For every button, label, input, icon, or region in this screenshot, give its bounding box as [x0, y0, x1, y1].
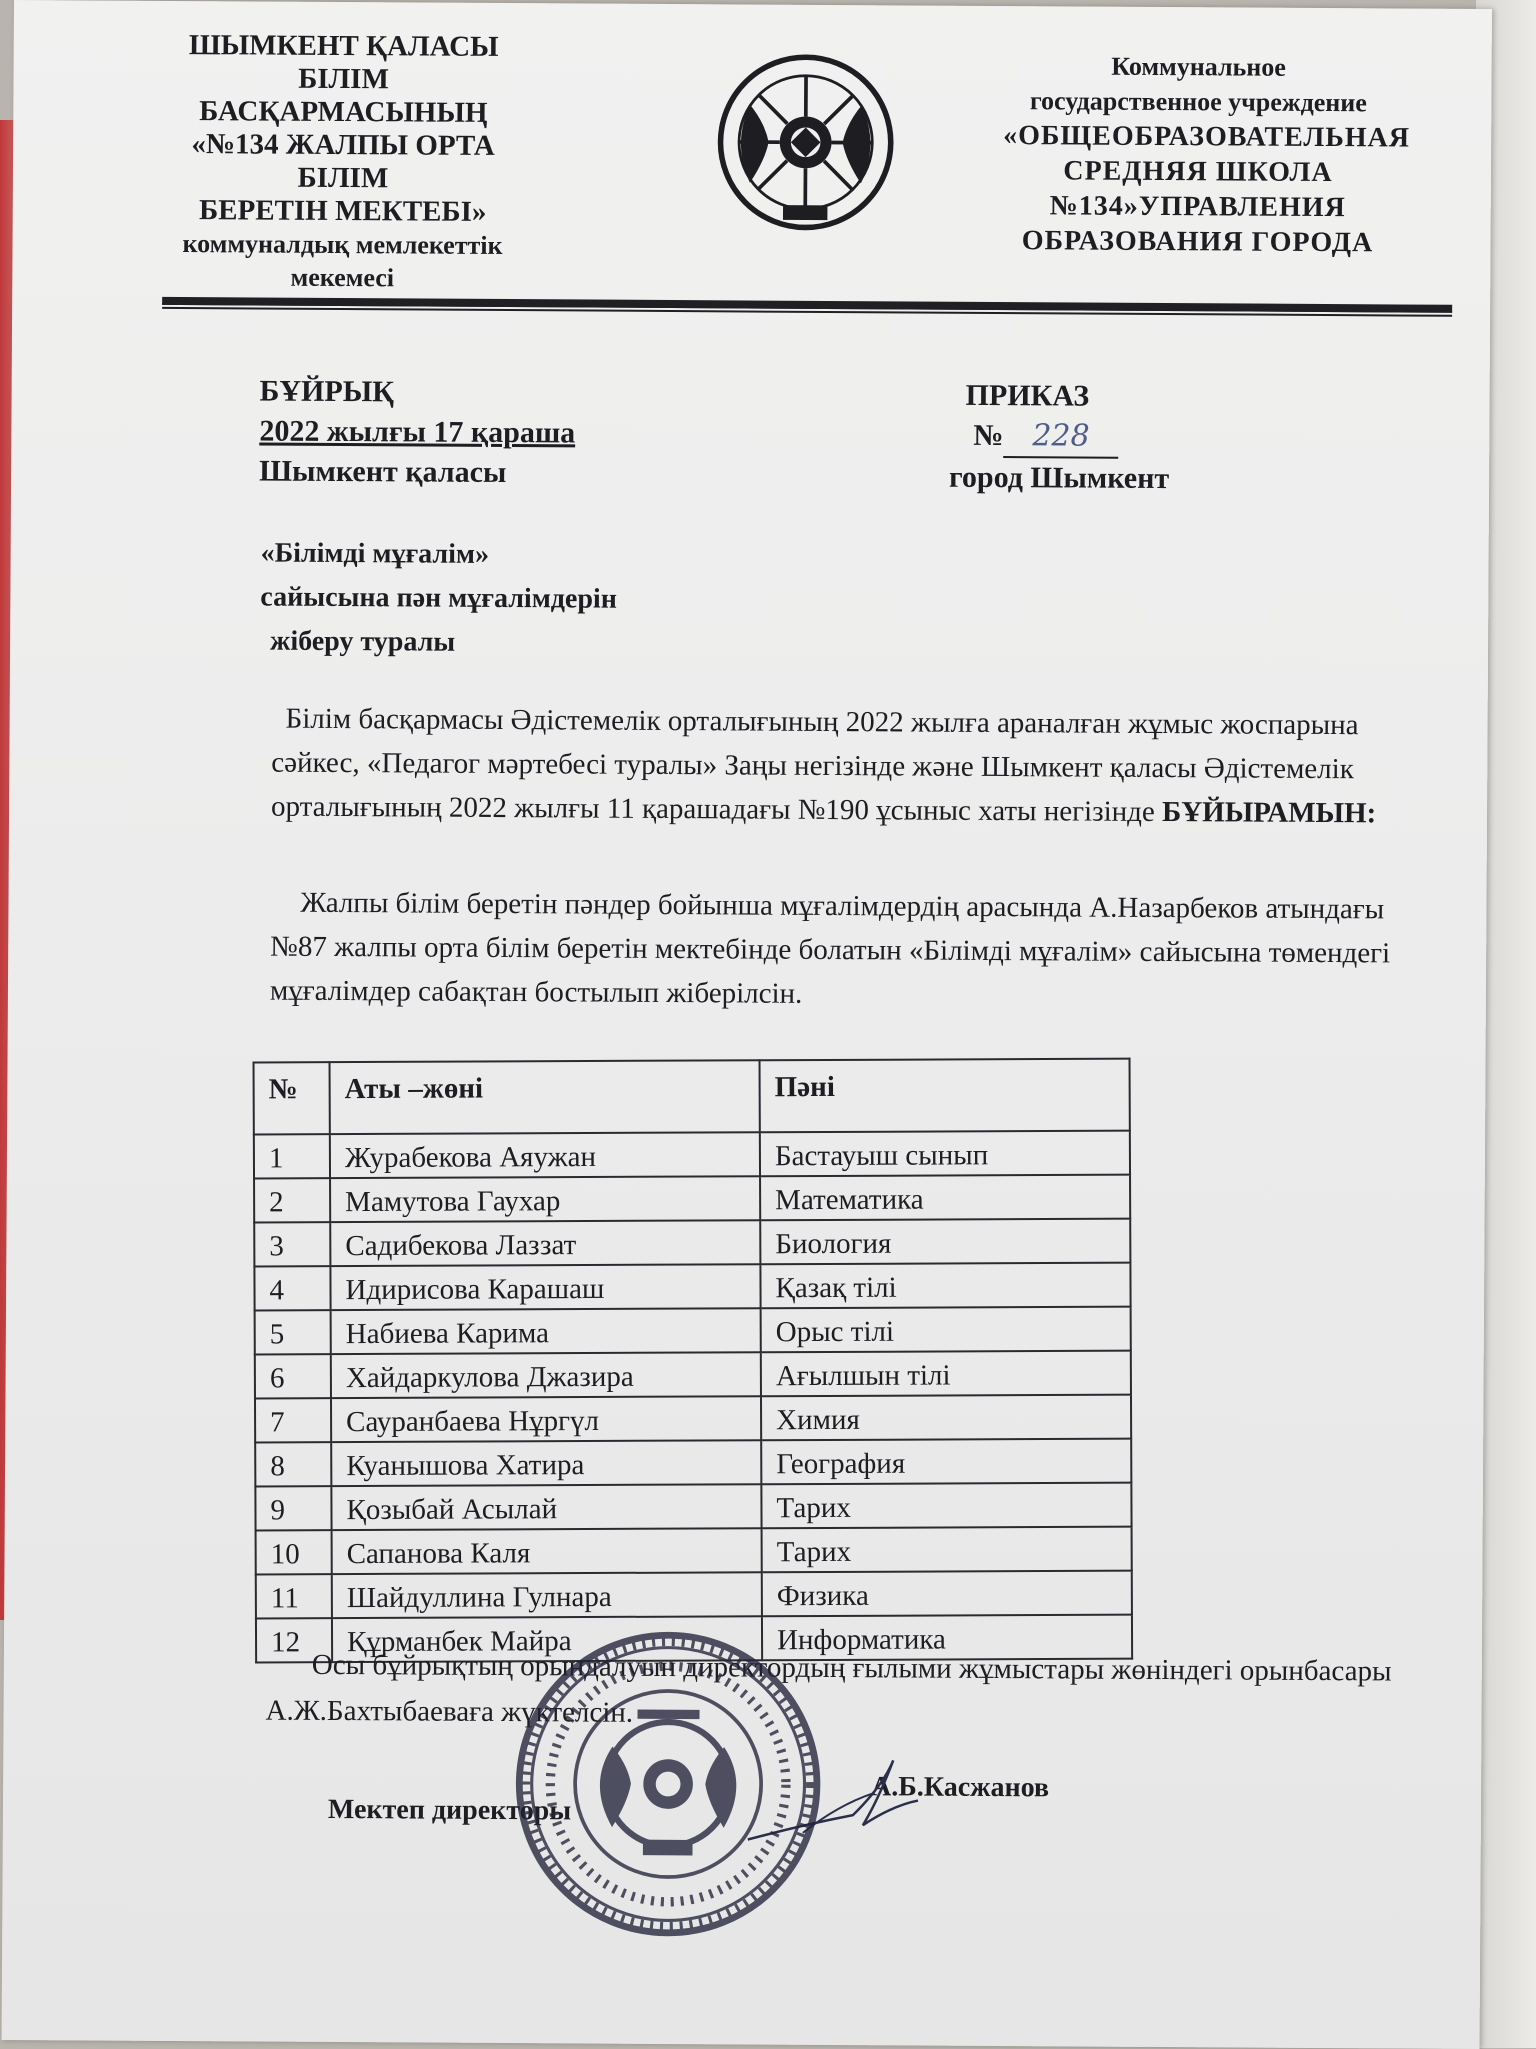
order-ru-city: город Шымкент [949, 458, 1169, 499]
table-row [254, 1131, 1130, 1179]
header-ru-line: ОБРАЗОВАНИЯ ГОРОДА [1002, 223, 1392, 260]
order-command-word: БҰЙЫРАМЫН: [1162, 796, 1376, 829]
row-subject: Тарих [761, 1483, 1131, 1529]
header-ru-line: государственное учреждение [1003, 83, 1393, 120]
table-row [255, 1395, 1131, 1443]
order-kz-title: БҰЙРЫҚ [259, 372, 575, 414]
row-number: 3 [254, 1222, 330, 1266]
row-subject: Орыс тілі [761, 1307, 1131, 1353]
table-row [256, 1571, 1132, 1619]
subject-line: «Білімді мұғалім» [260, 532, 617, 578]
row-subject: Математика [760, 1175, 1130, 1221]
header-kz-line: БЕРЕТІН МЕКТЕБІ» [153, 194, 533, 229]
row-subject: Ағылшын тілі [761, 1351, 1131, 1397]
row-subject: Тарих [762, 1527, 1132, 1573]
row-number: 5 [255, 1310, 331, 1354]
order-closing-paragraph: Осы бұйрықтың орындалуын директордың ғылыми жұмыстары жөніндегі орынбасары А.Ж.Бахтыбаеваға жүктелсін. [265, 1642, 1416, 1741]
row-teacher-name: Құрманбек Майра [332, 1616, 762, 1662]
row-teacher-name: Идирисова Карашаш [330, 1264, 760, 1310]
header-kz-line: БАСҚАРМАСЫНЫҢ [153, 95, 533, 130]
subject-line: сайысына пән мұғалімдерін [260, 576, 617, 622]
table-header-row [254, 1059, 1130, 1135]
header-russian [1002, 48, 1393, 260]
document-page [2, 0, 1492, 2049]
order-ru-block [951, 376, 1170, 499]
order-subject [260, 532, 617, 666]
paragraph-1-text: Білім басқармасы Әдістемелік орталығының 2022 жылға араналған жұмыс жоспарына сәйкес, «Педагог мәртебесі туралы» Заңы негізінде және Шымкент қаласы Әдістемелік орталығының 2022 жылғы 11 қарашадағы №190 ұсыныс хаты негізінде [271, 703, 1359, 828]
header-ru-line: №134»УПРАВЛЕНИЯ [1003, 188, 1393, 225]
row-teacher-name: Шайдуллина Гулнара [332, 1572, 762, 1618]
header-kz-line: ШЫМКЕНТ ҚАЛАСЫ БІЛІМ [153, 29, 533, 97]
order-paragraph-1 [271, 697, 1422, 836]
row-number: 7 [255, 1398, 331, 1442]
row-teacher-name: Мамутова Гаухар [330, 1176, 760, 1222]
order-number-prefix: № [973, 419, 1003, 452]
row-number: 2 [254, 1178, 330, 1222]
table-header-number: № [254, 1062, 330, 1134]
table-row [254, 1263, 1130, 1311]
order-kz-date: 2022 жылғы 17 қараша [259, 412, 575, 454]
order-kz-block [259, 372, 576, 494]
row-number: 1 [254, 1134, 330, 1178]
table-row [255, 1307, 1131, 1355]
table-row [254, 1175, 1130, 1223]
state-emblem-icon [713, 49, 899, 235]
order-paragraph-2: Жалпы білім беретін пәндер бойынша мұғалімдердің арасында А.Назарбеков атындағы №87 жалпы орта білім беретін мектебінде болатын «Білімді мұғалім» сайысына төмендегі мұғалімдер сабақтан бостылып жіберілсін. [270, 881, 1421, 1020]
order-ru-title: ПРИКАЗ [951, 376, 1169, 417]
row-subject: Информатика [762, 1615, 1132, 1661]
header-ru-line: Коммунальное [1004, 48, 1394, 85]
row-teacher-name: Набиева Карима [331, 1308, 761, 1354]
row-number: 11 [256, 1574, 332, 1618]
row-teacher-name: Садибекова Лаззат [330, 1220, 760, 1266]
row-number: 8 [255, 1442, 331, 1486]
table-row [255, 1351, 1131, 1399]
header-kazakh [152, 29, 534, 295]
table-row [256, 1527, 1132, 1575]
row-subject: Биология [760, 1219, 1130, 1265]
row-teacher-name: Қозыбай Асылай [331, 1484, 761, 1530]
header-kz-line: «№134 ЖАЛПЫ ОРТА БІЛІМ [153, 128, 533, 196]
row-subject: Қазақ тілі [760, 1263, 1130, 1309]
row-teacher-name: Куанышова Хатира [331, 1440, 761, 1486]
row-number: 10 [256, 1530, 332, 1574]
row-number: 6 [255, 1354, 331, 1398]
row-number: 4 [254, 1266, 330, 1310]
row-subject: Бастауыш сынып [760, 1131, 1130, 1177]
table-row [255, 1439, 1131, 1487]
row-subject: География [761, 1439, 1131, 1485]
teachers-table [253, 1058, 1134, 1664]
row-teacher-name: Сауранбаева Нұргүл [331, 1396, 761, 1442]
subject-line: жіберу туралы [260, 620, 617, 666]
signature-role: Мектеп директоры [328, 1794, 571, 1827]
table-row [254, 1219, 1130, 1267]
header-kz-line: коммуналдық мемлекеттік [152, 227, 532, 262]
table-header-name: Аты –жөні [330, 1060, 760, 1134]
order-ru-number-line [951, 416, 1169, 459]
row-number: 12 [256, 1618, 332, 1662]
signature-name: А.Б.Касжанов [871, 1771, 1049, 1804]
header-ru-line: СРЕДНЯЯ ШКОЛА [1003, 153, 1393, 190]
header-ru-line: «ОБЩЕОБРАЗОВАТЕЛЬНАЯ [1003, 118, 1393, 155]
row-number: 9 [255, 1486, 331, 1530]
table-header-subject: Пәні [760, 1059, 1130, 1133]
row-teacher-name: Сапанова Каля [332, 1528, 762, 1574]
official-stamp-icon [512, 1628, 824, 1940]
row-teacher-name: Журабекова Аяужан [330, 1132, 760, 1178]
row-teacher-name: Хайдаркулова Джазира [331, 1352, 761, 1398]
order-number-handwritten: 228 [1003, 416, 1118, 459]
header-kz-line: мекемесі [152, 260, 532, 295]
table-row [255, 1483, 1131, 1531]
order-kz-city: Шымкент қаласы [259, 452, 575, 494]
row-subject: Химия [761, 1395, 1131, 1441]
row-subject: Физика [762, 1571, 1132, 1617]
